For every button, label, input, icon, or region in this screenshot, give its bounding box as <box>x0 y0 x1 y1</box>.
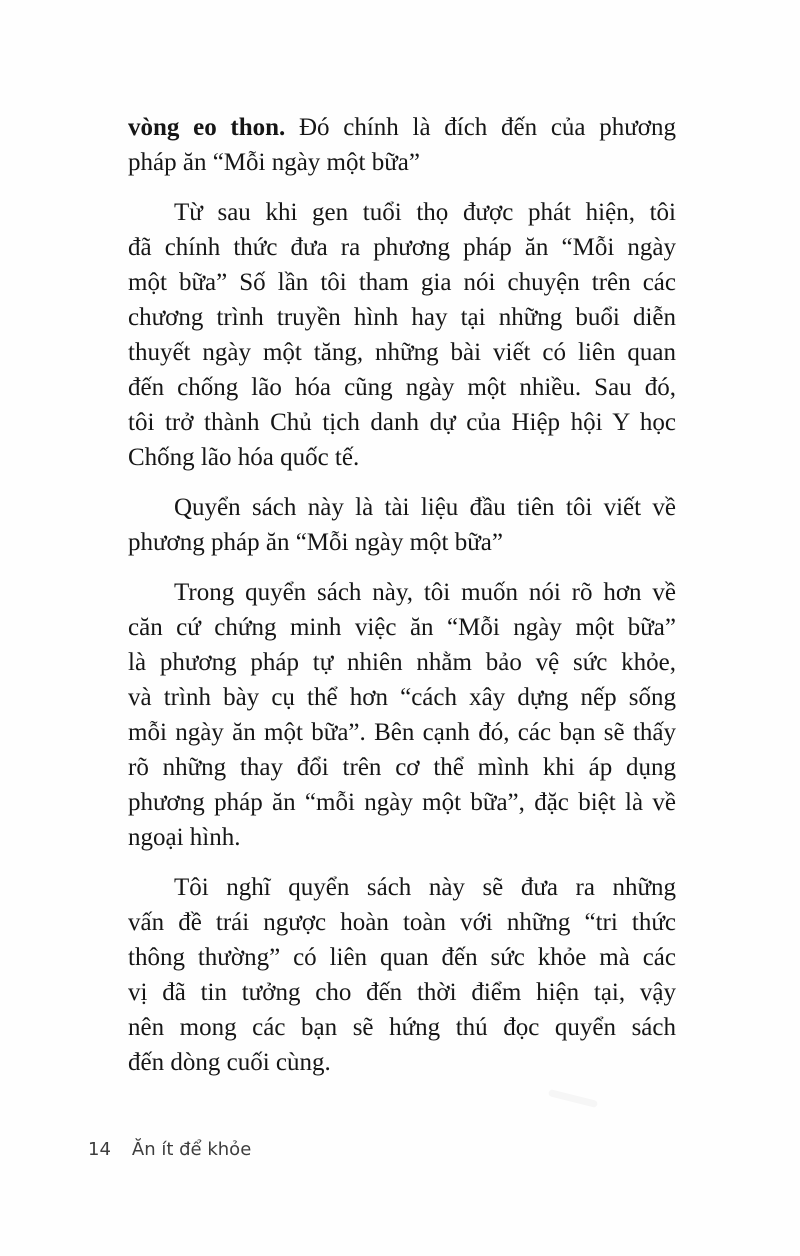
text-line: một bữa” Số lần tôi tham gia nói chuyện trên các <box>128 269 676 296</box>
text-line: phương pháp ăn “Mỗi ngày một bữa” <box>128 529 503 556</box>
text-line: căn cứ chứng minh việc ăn “Mỗi ngày một bữa” <box>128 614 676 641</box>
paragraph <box>128 575 676 855</box>
line-text: Đó chính là đích đến của phương <box>285 114 676 141</box>
text-line: tôi trở thành Chủ tịch danh dự của Hiệp hội Y học <box>128 409 676 436</box>
page-body <box>128 110 676 1095</box>
text-line: pháp ăn “Mỗi ngày một bữa” <box>128 149 420 176</box>
text-line: mỗi ngày ăn một bữa”. Bên cạnh đó, các bạn sẽ thấy <box>128 719 676 746</box>
text-line: Từ sau khi gen tuổi thọ được phát hiện, tôi <box>174 199 676 226</box>
text-line: Tôi nghĩ quyển sách này sẽ đưa ra những <box>174 874 676 901</box>
text-line: là phương pháp tự nhiên nhằm bảo vệ sức khỏe, <box>128 649 676 676</box>
page-number: 14 <box>88 1139 111 1160</box>
page-footer <box>88 1138 251 1162</box>
bold-lead-text: vòng eo thon. <box>128 114 286 141</box>
text-line: chương trình truyền hình hay tại những buổi diễn <box>128 304 676 331</box>
text-line: đã chính thức đưa ra phương pháp ăn “Mỗi ngày <box>128 234 676 261</box>
text-line: vị đã tin tưởng cho đến thời điểm hiện tại, vậy <box>128 979 676 1006</box>
paragraph <box>128 490 676 560</box>
text-line: và trình bày cụ thể hơn “cách xây dựng nếp sống <box>128 684 676 711</box>
paragraph <box>128 195 676 475</box>
paragraph <box>128 110 676 180</box>
text-line: đến chống lão hóa cũng ngày một nhiều. Sau đó, <box>128 374 676 401</box>
text-line: vấn đề trái ngược hoàn toàn với những “tri thức <box>128 909 676 936</box>
text-line: đến dòng cuối cùng. <box>128 1049 331 1076</box>
text-line: Chống lão hóa quốc tế. <box>128 444 360 471</box>
text-line: thuyết ngày một tăng, những bài viết có liên quan <box>128 339 676 366</box>
book-title: Ăn ít để khỏe <box>131 1139 252 1160</box>
text-line: Quyển sách này là tài liệu đầu tiên tôi viết về <box>174 494 676 521</box>
text-line: rõ những thay đổi trên cơ thể mình khi áp dụng <box>128 754 676 781</box>
text-line: thông thường” có liên quan đến sức khỏe mà các <box>128 944 676 971</box>
text-line: ngoại hình. <box>128 824 241 851</box>
text-line <box>128 110 676 145</box>
text-line: nên mong các bạn sẽ hứng thú đọc quyển sách <box>128 1014 676 1041</box>
paragraph <box>128 870 676 1080</box>
text-line: phương pháp ăn “mỗi ngày một bữa”, đặc biệt là về <box>128 789 676 816</box>
text-line: Trong quyển sách này, tôi muốn nói rõ hơn về <box>174 579 676 606</box>
